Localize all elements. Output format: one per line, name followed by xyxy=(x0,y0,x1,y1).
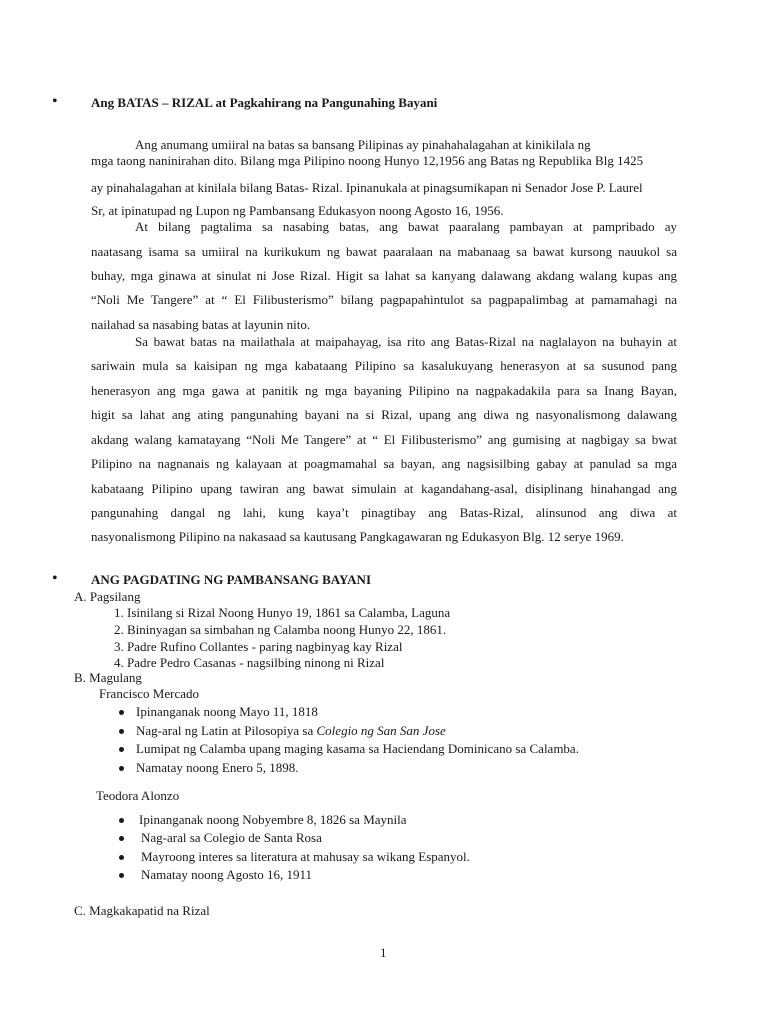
section1-heading: Ang BATAS – RIZAL at Pagkahirang na Pangunahing Bayani xyxy=(91,95,438,110)
bullet-dot xyxy=(119,836,124,841)
list-item: 1. Isinilang si Rizal Noong Hunyo 19, 1861 sa Calamba, Laguna xyxy=(114,605,451,620)
paragraph-line: nailahad sa nasabing batas at layunin nito. xyxy=(91,317,311,332)
list-item: Lumipat ng Calamba upang maging kasama sa Haciendang Dominicano sa Calamba. xyxy=(136,741,579,756)
subsection-a-label: A. Pagsilang xyxy=(74,589,141,604)
paragraph-line: henerasyon ang mga gawa at panitik ng mga bayaning Pilipino na nagpakadakila para sa Inang Bayan, xyxy=(91,383,677,398)
bullet-dot xyxy=(119,729,124,734)
paragraph-line: pangunahing dangal ng lahi, kung kaya’t pinagtibay ang Batas-Rizal, alinsunod ang diwa at xyxy=(91,505,677,520)
paragraph-line: higit sa lahat ang ating pangunahing bayani na si Rizal, upang ang diwa ng nasyonalismong dalawang xyxy=(91,407,677,422)
paragraph-line: “Noli Me Tangere” at “ El Filibusterismo” bilang pagpapahintulot sa pagpapalimbag at pamamahagi na xyxy=(91,292,677,307)
paragraph-line: buhay, mga ginawa at sinulat ni Jose Rizal. Higit sa lahat sa kanyang dalawang akdang walang kupas ang xyxy=(91,268,677,283)
list-item-text: Nag-aral ng Latin at Pilosopiya sa xyxy=(136,723,317,738)
paragraph-line: Ang anumang umiiral na batas sa bansang Pilipinas ay pinahahalagahan at kinikilala ng xyxy=(135,137,591,152)
bullet-section1: • xyxy=(52,93,58,110)
bullet-dot xyxy=(119,818,124,823)
list-item: Mayroong interes sa literatura at mahusay sa wikang Espanyol. xyxy=(141,849,470,864)
list-item xyxy=(136,723,446,739)
list-item: Ipinanganak noong Mayo 11, 1818 xyxy=(136,704,318,719)
page-number: 1 xyxy=(380,945,387,960)
list-item: Ipinanganak noong Nobyembre 8, 1826 sa Maynila xyxy=(139,812,407,827)
list-item: 3. Padre Rufino Collantes - paring nagbinyag kay Rizal xyxy=(114,639,403,654)
list-item: Namatay noong Enero 5, 1898. xyxy=(136,760,299,775)
paragraph-line: mga taong naninirahan dito. Bilang mga Pilipino noong Hunyo 12,1956 ang Batas ng Republika Blg 1425 xyxy=(91,153,644,168)
bullet-dot xyxy=(119,855,124,860)
bullet-dot xyxy=(119,873,124,878)
paragraph-line: kabataang Pilipino upang tawiran ang bawat simulain at kagandahang-asal, disiplinang hinahangad ang xyxy=(91,481,677,496)
list-item: 4. Padre Pedro Casanas - nagsilbing ninong ni Rizal xyxy=(114,655,385,670)
paragraph-line: Sa bawat batas na mailathala at maipahayag, isa rito ang Batas-Rizal na naglalayon na buhayin at xyxy=(135,334,677,349)
subsection-b-label: B. Magulang xyxy=(74,670,142,685)
subsection-c-label: C. Magkakapatid na Rizal xyxy=(74,903,210,918)
list-item: 2. Bininyagan sa simbahan ng Calamba noong Hunyo 22, 1861. xyxy=(114,622,447,637)
bullet-dot xyxy=(119,710,124,715)
paragraph-line: At bilang pagtalima sa nasabing batas, ang bawat paaralang pambayan at pampribado ay xyxy=(135,219,677,234)
father-name: Francisco Mercado xyxy=(99,686,199,701)
bullet-dot xyxy=(119,766,124,771)
paragraph-line: akdang walang kamatayang “Noli Me Tangere” at “ El Filibusterismo” ang gumising at nagbigay sa bwat xyxy=(91,432,677,447)
paragraph-line: ay pinahalagahan at kinilala bilang Batas- Rizal. Ipinanukala at pinagsumikapan ni Senador Jose P. Laurel xyxy=(91,180,643,195)
paragraph-line: Pilipino na nagnanais ng kalayaan at poagmamahal sa bayan, ang nagsisilbing gabay at panulad sa mga xyxy=(91,456,677,471)
list-item: Namatay noong Agosto 16, 1911 xyxy=(141,867,313,882)
paragraph-line: naatasang isama sa umiiral na kurikukum ng bawat paaralaan na mabanaag sa bawat kursong nauukol sa xyxy=(91,244,677,259)
paragraph-line: Sr, at ipinatupad ng Lupon ng Pambansang Edukasyon noong Agosto 16, 1956. xyxy=(91,203,504,218)
section2-heading: ANG PAGDATING NG PAMBANSANG BAYANI xyxy=(91,572,372,587)
bullet-section2: • xyxy=(52,570,58,587)
mother-name: Teodora Alonzo xyxy=(96,788,180,803)
bullet-dot xyxy=(119,747,124,752)
school-name-italic: Colegio ng San San Jose xyxy=(316,723,446,738)
paragraph-line: nasyonalismong Pilipino na nakasaad sa kautusang Pangkagawaran ng Edukasyon Blg. 12 serye 1969. xyxy=(91,529,624,544)
list-item: Nag-aral sa Colegio de Santa Rosa xyxy=(141,830,322,845)
paragraph-line: sariwain mula sa kaisipan ng mga kabataang Pilipino sa kasalukuyang henerasyon at sa susunod pang xyxy=(91,358,677,373)
